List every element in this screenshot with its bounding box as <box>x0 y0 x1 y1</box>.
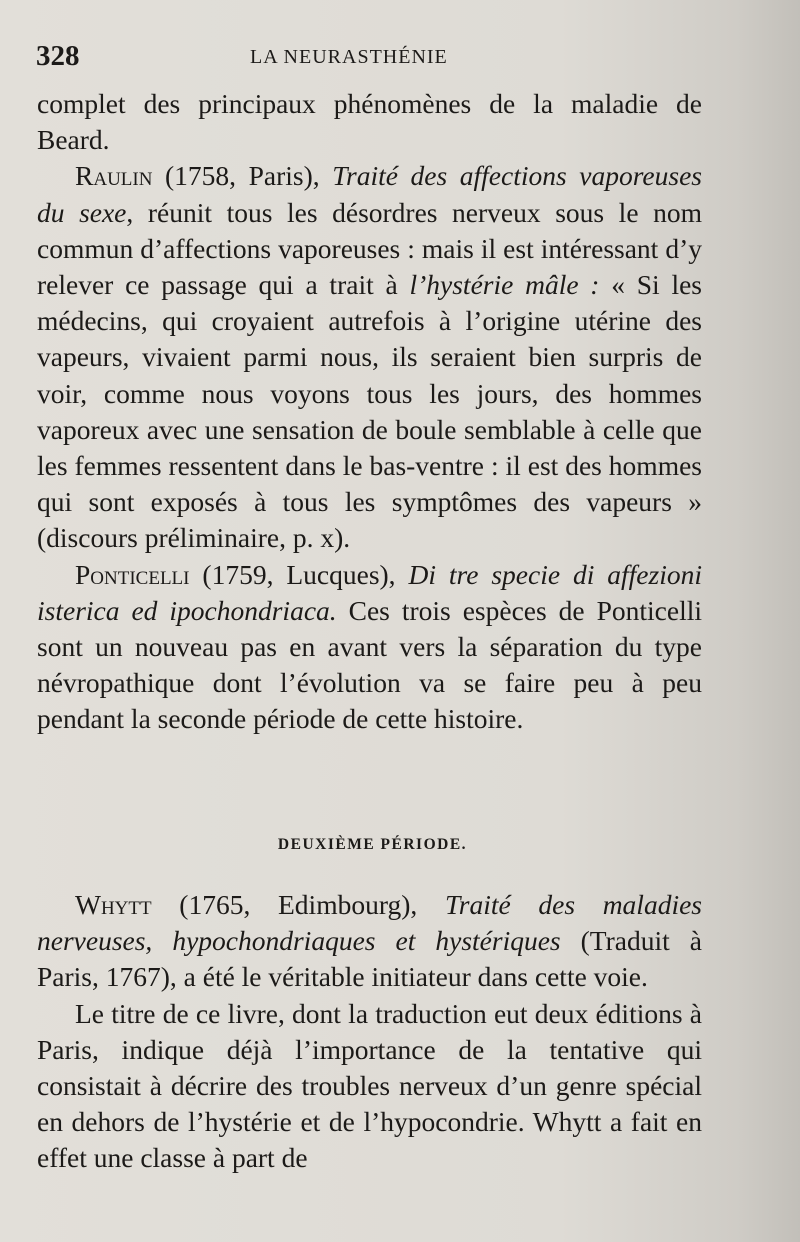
work-title: Di tre specie di affezioni isterica ed ipochondriaca. <box>37 558 702 626</box>
work-title: Traité des affections vaporeuses du sexe <box>37 160 702 228</box>
running-title: LA NEURASTHÉNIE <box>250 46 448 68</box>
emphasis-text: l’hystérie mâle : <box>409 269 600 301</box>
main-text-continued <box>37 887 702 1177</box>
paragraph-title-discussion <box>37 996 702 1177</box>
paragraph-whytt <box>37 887 702 996</box>
paragraph-text: Le titre de ce livre, dont la traduction eut deux éditions à Paris, indique déjà l’importance de la tentative qui consistait à décrire des troubles nerveux d’un genre spécial en dehors de l’hystérie et de l’hypocondrie. Whytt a fait en effet une classe à part de <box>37 997 702 1174</box>
citation-details: (1765, Edimbourg), <box>151 889 445 920</box>
page-number: 328 <box>36 40 80 72</box>
paragraph-text: , réunit tous les désordres nerveux sous le nom commun d’affections vaporeuses : mais il est intéressant d’y relever ce passage qui a trait à <box>37 196 702 301</box>
paragraph-text: Ces trois espèces de Ponticelli sont un nouveau pas en avant vers la séparation du type névropathique dont l’évolution va se faire peu à peu pendant la seconde période de cette histoire. <box>37 594 702 735</box>
paragraph-text: complet des principaux phénomènes de la maladie de Beard. <box>37 88 702 156</box>
paragraph-raulin <box>37 158 702 556</box>
main-text <box>37 86 702 738</box>
section-heading: DEUXIÈME PÉRIODE. <box>277 836 468 853</box>
quoted-passage: « Si les médecins, qui croyaient autrefois à l’origine utérine des vapeurs, vivaient parmi nous, ils seraient bien surpris de voir, comme nous voyons tous les jours, des hommes vaporeux avec une sensation de boule semblable à celle que les femmes ressentent dans le bas-ventre : il est des hommes qui sont exposés à tous les symptômes des vapeurs » (discours préliminaire, p. x). <box>37 269 703 554</box>
page-header <box>36 40 700 80</box>
citation-details: (1759, Lucques), <box>189 558 409 590</box>
author-name: Ponticelli <box>75 558 190 590</box>
paragraph-continuation <box>37 86 702 158</box>
citation-details: (1758, Paris), <box>152 160 333 192</box>
paragraph-text: (Traduit à Paris, 1767), a été le véritable initiateur dans cette voie. <box>37 925 702 993</box>
paragraph-ponticelli <box>37 557 702 738</box>
author-name: Whytt <box>75 889 152 920</box>
author-name: Raulin <box>75 160 153 192</box>
work-title: Traité des maladies nerveuses, hypochondriaques et hystériques <box>37 889 702 957</box>
